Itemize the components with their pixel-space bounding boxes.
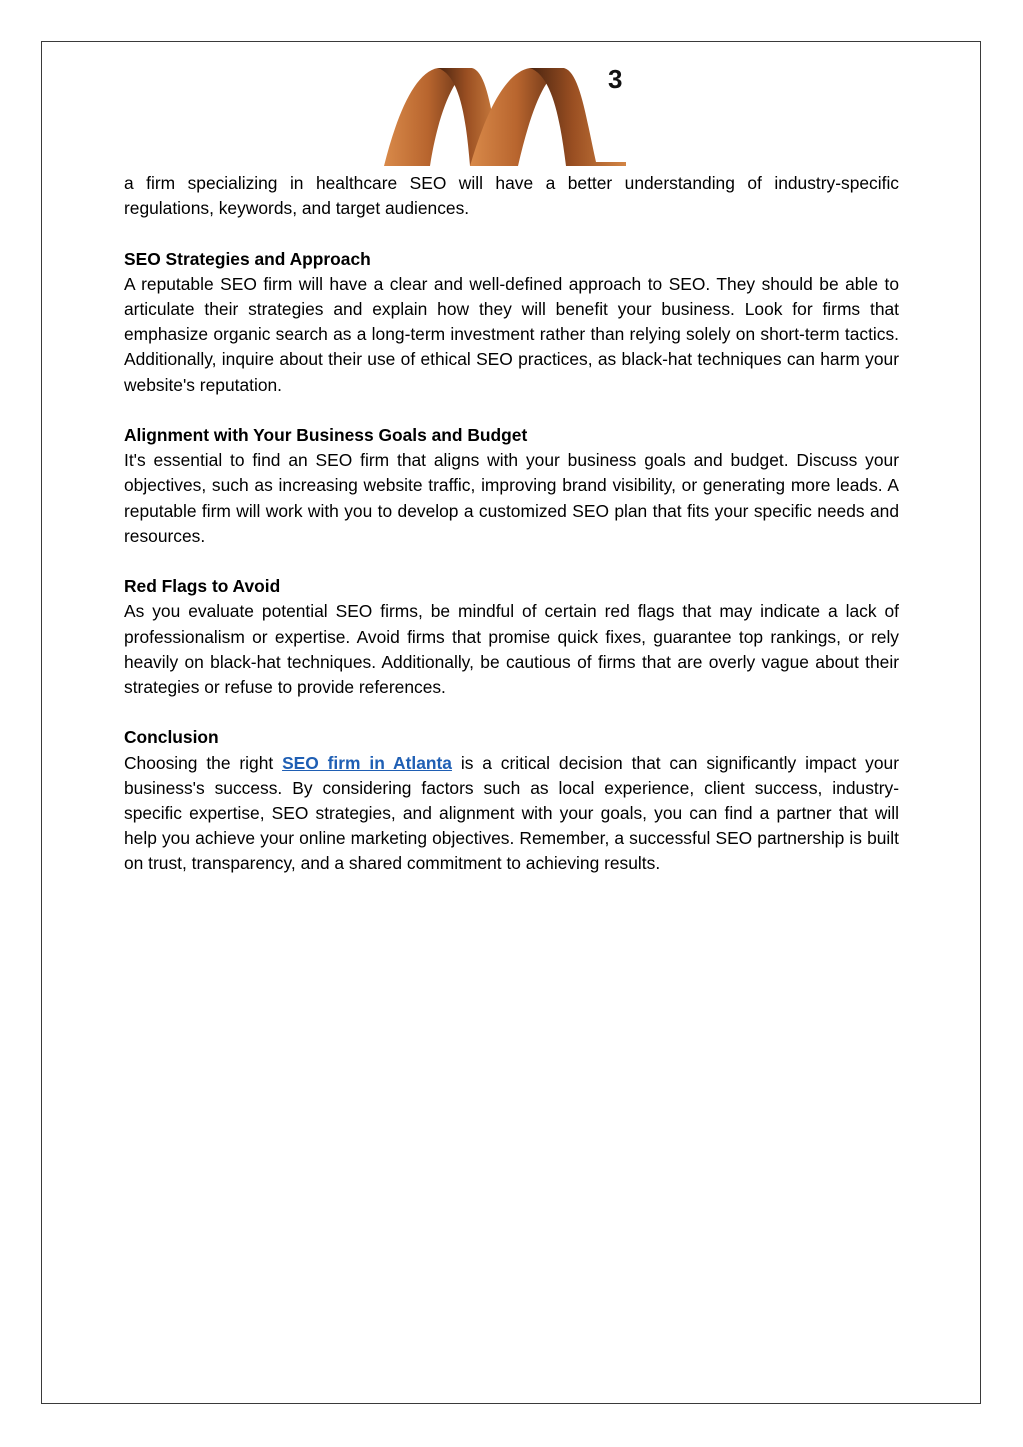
- section-body: As you evaluate potential SEO firms, be mindful of certain red flags that may indicate a lack of professionalism or expertise. Avoid firms that promise quick fixes, guarantee top rankings, or rely heavily on black-hat techniques. Additionally, be cautious of firms that are overly vague about their strategies or refuse to provide references.: [124, 601, 899, 698]
- section-alignment: [124, 423, 899, 549]
- section-heading: Red Flags to Avoid: [124, 576, 281, 597]
- section-body: It's essential to find an SEO firm that aligns with your business goals and budget. Discuss your objectives, such as increasing website traffic, improving brand visibility, or generating more leads. A reputable firm will work with you to develop a customized SEO plan that fits your specific needs and resources.: [124, 450, 899, 546]
- section-red-flags: [124, 574, 899, 700]
- section-heading: Alignment with Your Business Goals and Budget: [124, 425, 528, 445]
- section-conclusion: [124, 725, 899, 876]
- body-text-after-link: is a critical decision that can significantly impact your business's success. By considering factors such as local experience, client success, industry-specific expertise, SEO strategies, and alignment with your goals, you can find a partner that will help you achieve your online marketing objectives. Remember, a successful SEO partnership is built on trust, transparency, and a shared commitment to achieving results.: [124, 752, 899, 874]
- section-body: [124, 751, 899, 877]
- document-body: [124, 171, 899, 877]
- section-seo-strategies: [124, 247, 899, 398]
- body-text-before-link: Choosing the right: [124, 752, 283, 773]
- section-heading: Conclusion: [124, 727, 219, 748]
- section-heading: SEO Strategies and Approach: [124, 248, 371, 269]
- m3-logo: [380, 58, 632, 170]
- section-body: A reputable SEO firm will have a clear and well-defined approach to SEO. They should be able to articulate their strategies and explain how they will benefit your business. Look for firms that emphasize organic search as a long-term investment rather than relying solely on short-term tactics. Additionally, inquire about their use of ethical SEO practices, as black-hat techniques can harm your website's reputation.: [124, 273, 899, 395]
- logo-superscript: 3: [608, 64, 623, 94]
- seo-firm-atlanta-link[interactable]: SEO firm in Atlanta: [282, 752, 452, 773]
- intro-paragraph: a firm specializing in healthcare SEO will have a better understanding of industry-specific regulations, keywords, and target audiences.: [124, 173, 899, 219]
